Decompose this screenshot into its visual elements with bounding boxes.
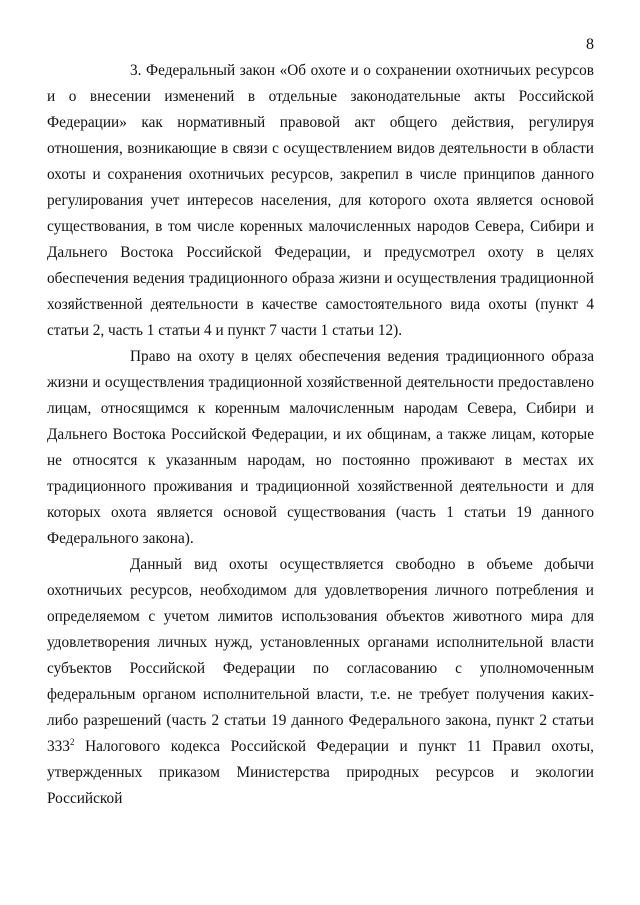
page-number: 8 [586, 36, 594, 53]
paragraph-3-text-end: Налогового кодекса Российской Федерации и пункт 11 Правил охоты, утвержденных приказом Министерства природных ресурсов и экологии Российской [47, 738, 594, 807]
document-body [47, 58, 594, 812]
paragraph-1: 3. Федеральный закон «Об охоте и о сохранении охотничьих ресурсов и о внесении изменений в отдельные законодательные акты Российской Федерации» как нормативный правовой акт общего действия, регулируя отношения, возникающие в связи с осуществлением видов деятельности в области охоты и сохранения охотничьих ресурсов, закрепил в числе принципов данного регулирования учет интересов населения, для которого охота является основой существования, в том числе коренных малочисленных народов Севера, Сибири и Дальнего Востока Российской Федерации, и предусмотрел охоту в целях обеспечения ведения традиционного образа жизни и осуществления традиционной хозяйственной деятельности в качестве самостоятельного вида охоты (пункт 4 статьи 2, часть 1 статьи 4 и пункт 7 части 1 статьи 12). [47, 62, 594, 339]
paragraph-2: Право на охоту в целях обеспечения ведения традиционного образа жизни и осуществления традиционной хозяйственной деятельности предоставлено лицам, относящимся к коренным малочисленным народам Севера, Сибири и Дальнего Востока Российской Федерации, и их общинам, а также лицам, которые не относятся к указанным народам, но постоянно проживают в местах их традиционного проживания и традиционной хозяйственной деятельности и для которых охота является основой существования (часть 1 статьи 19 данного Федерального закона). [47, 348, 594, 547]
paragraph-3 [47, 552, 594, 812]
paragraph-3-text-start: Данный вид охоты осуществляется свободно в объеме добычи охотничьих ресурсов, необходимом для удовлетворения личного потребления и определяемом с учетом лимитов использования объектов животного мира для удовлетворения личных нужд, установленных органами исполнительной власти субъектов Российской Федерации по согласованию с уполномоченным федеральным органом исполнительной власти, т.е. не требует получения каких-либо разрешений (часть 2 статьи 19 данного Федерального закона, пункт 2 статьи 333 [47, 556, 594, 755]
superscript-article-number: 2 [69, 737, 75, 747]
